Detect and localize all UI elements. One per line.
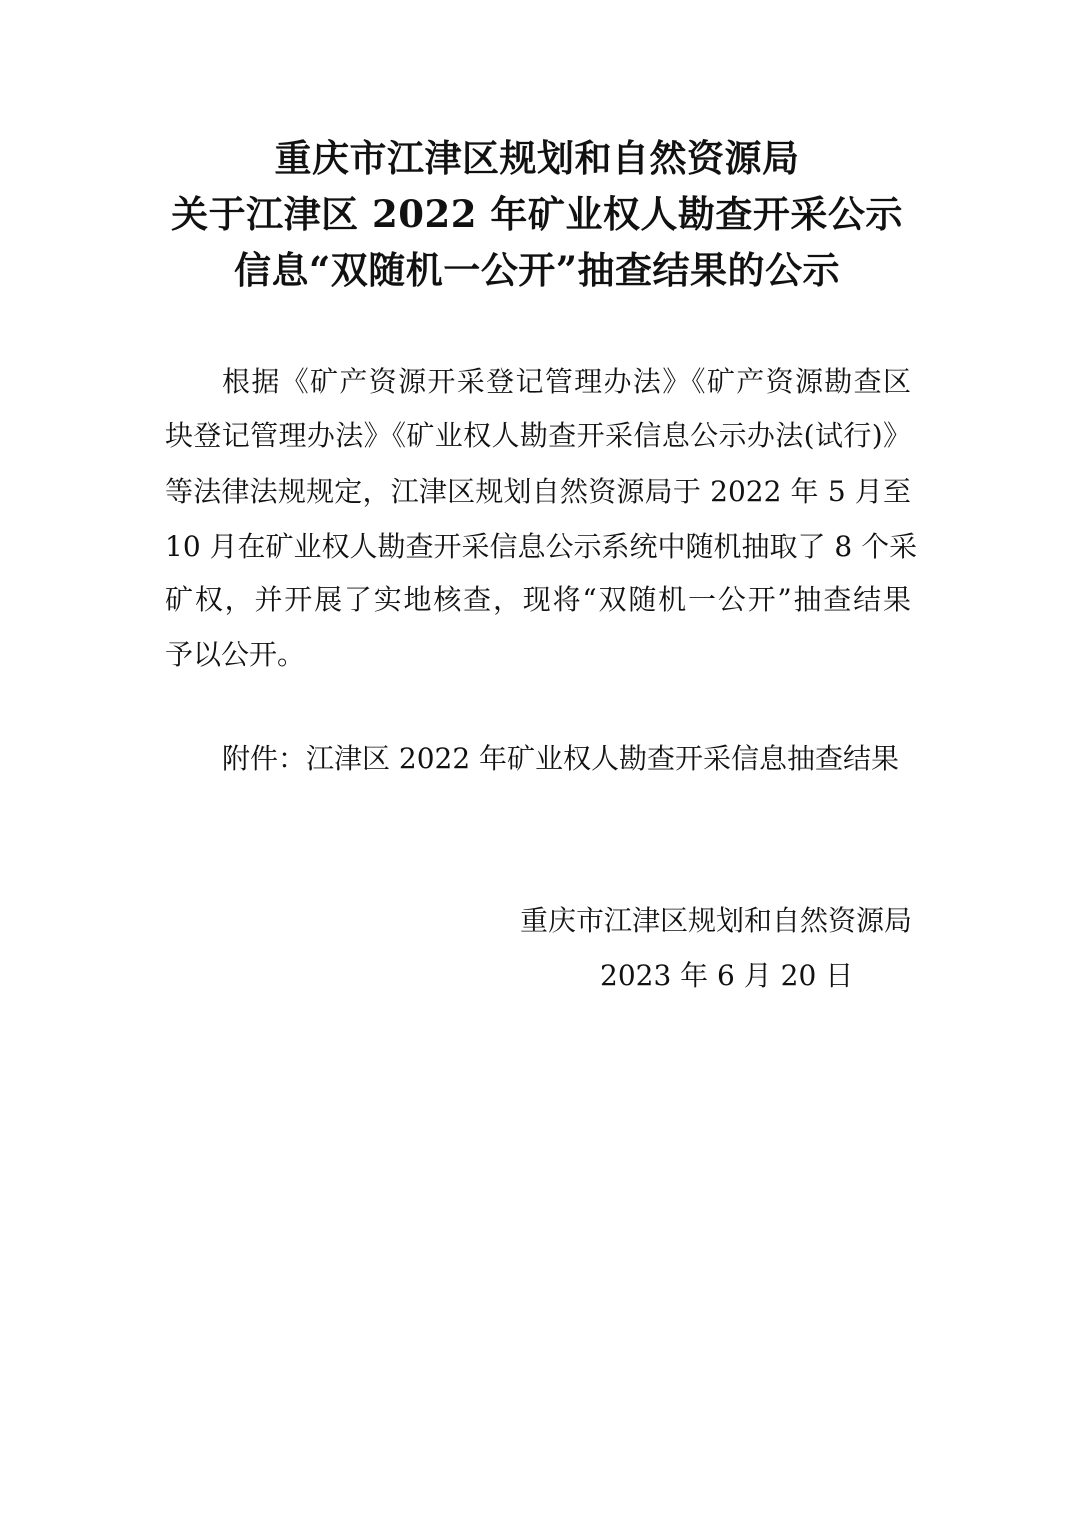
body-line-4: 10 月在矿业权人勘查开采信息公示系统中随机抽取了 8 个采 [165,530,918,563]
signature-org: 重庆市江津区规划和自然资源局 [519,904,912,937]
body-line-2: 块登记管理办法》《矿业权人勘查开采信息公示办法(试行)》 [165,419,911,452]
body-line-5: 矿权，并开展了实地核查，现将“双随机一公开”抽查结果 [165,583,911,616]
title-line-3: 信息“双随机一公开”抽查结果的公示 [233,248,841,292]
signature-date: 2023 年 6 月 20 日 [600,959,854,992]
attachment-note: 附件：江津区 2022 年矿业权人勘查开采信息抽查结果 [222,742,900,775]
body-line-6: 予以公开。 [165,638,306,671]
body-line-3: 等法律法规规定，江津区规划自然资源局于 2022 年 5 月至 [165,475,911,508]
title-line-2: 关于江津区 2022 年矿业权人勘查开采公示 [171,192,903,236]
title-line-1: 重庆市江津区规划和自然资源局 [274,136,800,180]
body-line-1: 根据《矿产资源开采登记管理办法》《矿产资源勘查区 [222,365,911,398]
